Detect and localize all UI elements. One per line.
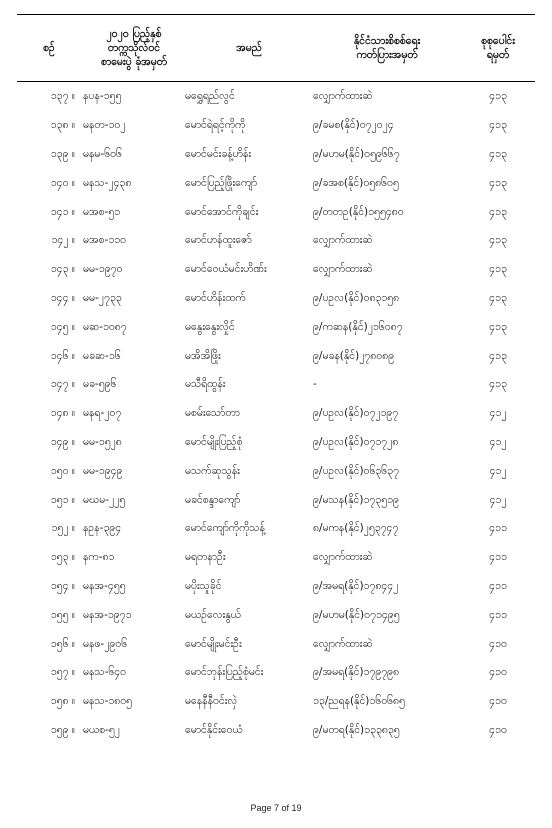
roll-number: မနဖ-၂၉၀၆: [83, 637, 128, 650]
header-total-points: [461, 15, 535, 82]
header-nrc-line: နိုင်ငံသားစိစစ်ရေး: [353, 35, 421, 47]
nrc-number: ၈/မကန(နိုင်)၂၅၃၇၄၇: [313, 522, 399, 535]
total-points: ၄၁၃: [489, 119, 507, 132]
total-points: ၄၁၁: [489, 551, 507, 564]
row-number: ၁၅၆ ။: [50, 637, 75, 650]
roll-number: မခ-၅၉၆: [83, 378, 117, 391]
roll-number: မနရ-၂၀၇: [83, 407, 122, 420]
student-name: မရွှေရည်လွင်: [185, 90, 235, 103]
total-points: ၄၁၀: [489, 637, 507, 650]
student-name: မသက်ဆုသွန်း: [185, 464, 240, 477]
header-roll-line: တက္ကသိုလ်ဝင်: [107, 42, 161, 54]
nrc-number: ၁၃/ညရန(နိုင်)၁၆၀၆၈၅: [313, 695, 405, 708]
student-name: မစမ်းသော်တာ: [185, 407, 240, 420]
table-row: [17, 140, 535, 169]
table-row: [17, 629, 535, 658]
table-row: [17, 428, 535, 457]
row-number: ၁၄၄ ။: [50, 291, 75, 304]
results-table: [17, 14, 535, 744]
roll-number: နက-၈၁: [83, 551, 115, 564]
student-name: မနေနီနီဝင်းလှဲ: [185, 695, 238, 708]
student-name: မောင်ကျော်ကိုကိုသန့်: [185, 522, 265, 535]
table-row: [17, 658, 535, 687]
nrc-number: ၉/ပဥလ(နိုင်)၀၇၁၇၂၈: [313, 435, 399, 448]
nrc-number: ၉/ပဥလ(နိုင်)၀၇၂၁၉၇: [313, 407, 399, 420]
table-row: [17, 716, 535, 745]
row-number: ၁၄၈ ။: [50, 407, 75, 420]
total-points: ၄၁၃: [489, 378, 507, 391]
table-row: [17, 284, 535, 313]
nrc-number: ၉/ပဥလ(နိုင်)၀၆၃၆၃၇: [313, 464, 399, 477]
row-number: ၁၄၁ ။: [50, 205, 75, 218]
table-row: [17, 226, 535, 255]
total-points: ၄၁၃: [489, 90, 507, 103]
total-points: ၄၁၃: [489, 349, 507, 362]
nrc-number: -: [313, 378, 317, 391]
header-points-line: စုစုပေါင်း: [481, 35, 515, 47]
row-number: ၁၅၈ ။: [50, 695, 75, 708]
student-name: မောင်ဟန်ထူးဇော်: [185, 234, 252, 247]
total-points: ၄၁၁: [489, 579, 507, 592]
student-name: မောင်ဟိန်းထက်: [185, 291, 246, 304]
row-number: ၁၅၀ ။: [50, 464, 75, 477]
header-no: စဉ်: [17, 15, 81, 82]
table-row: [17, 312, 535, 341]
row-number: ၁၅၂ ။: [51, 522, 75, 535]
student-name: မအိအိဖြိုး: [185, 349, 221, 362]
roll-number: မဆ-၁၀၈၇: [83, 320, 127, 333]
header-nrc-line: ကတ်ပြားအမှတ်: [356, 49, 418, 61]
nrc-number: ၉/မသန(နိုင်)၁၇၃၅၁၉: [313, 493, 399, 506]
nrc-number: လျှောက်ထားဆဲ: [313, 234, 373, 247]
table-row: [17, 600, 535, 629]
row-number: ၁၄၀ ။: [50, 176, 75, 189]
student-name: မောင်မျိုးပြည့်စုံ: [185, 435, 243, 448]
nrc-number: ၉/မဟမ(နိုင်)၀၇၁၄၉၅: [313, 608, 400, 621]
roll-number: မမ-၁၉၇၀: [83, 263, 123, 276]
roll-number: မမ-၁၅၂၈: [83, 435, 122, 448]
student-name: မခင်စန္ဒာကျော်: [185, 493, 241, 506]
roll-number: မနသ-၁၈၀၅: [83, 695, 133, 708]
nrc-number: ၉/မတရ(နိုင်)၁၃၃၈၃၅: [313, 723, 400, 736]
total-points: ၄၁၂: [489, 435, 507, 448]
nrc-number: လျှောက်ထားဆဲ: [313, 90, 373, 103]
roll-number: နပန-၁၅၅: [83, 90, 122, 103]
row-number: ၁၅၄ ။: [50, 579, 75, 592]
table-row: [17, 341, 535, 370]
row-number: ၁၃၉ ။: [50, 147, 75, 160]
roll-number: မမ-၂၇၃၃: [83, 291, 122, 304]
nrc-number: လျှောက်ထားဆဲ: [313, 263, 373, 276]
table-row: [17, 514, 535, 543]
nrc-number: ၉/ပဥလ(နိုင်)၀၈၃၁၅၈: [313, 291, 400, 304]
page-number: Page 7 of 19: [250, 803, 302, 813]
header-nrc: [313, 15, 461, 82]
student-name: မောင်အောင်ကိုချင်း: [185, 205, 259, 218]
table-row: [17, 82, 535, 111]
table-row: [17, 168, 535, 197]
row-number: ၁၅၁ ။: [50, 493, 75, 506]
row-number: ၁၄၃ ။: [50, 263, 75, 276]
nrc-number: ၉/ခအစ(နိုင်)၀၅၈၆၀၅: [313, 176, 399, 189]
roll-number: မခဆ-၁၆: [83, 349, 121, 362]
student-name: မောင်ဘုန်းပြည့်စုံမင်း: [185, 666, 264, 679]
nrc-number: ၉/ခမစ(နိုင်)၀၇၂၀၂၄: [313, 119, 394, 132]
table-body: [17, 82, 535, 745]
table-row: [17, 687, 535, 716]
roll-number: မအစ-၁၁၀: [83, 234, 127, 247]
nrc-number: လျှောက်ထားဆဲ: [313, 551, 373, 564]
roll-number: မနအ-၁၉၇၁: [83, 608, 132, 621]
table-row: [17, 456, 535, 485]
row-number: ၁၄၅ ။: [50, 320, 75, 333]
total-points: ၄၁၂: [489, 464, 507, 477]
row-number: ၁၄၇ ။: [50, 378, 75, 391]
table-row: [17, 399, 535, 428]
row-number: ၁၅၉ ။: [50, 723, 75, 736]
total-points: ၄၁၂: [489, 407, 507, 420]
student-name: မောင်မျိုးမင်းဦး: [185, 637, 242, 650]
roll-number: မနမ-၆၀၆: [83, 147, 122, 160]
table-row: [17, 255, 535, 284]
nrc-number: ၉/အမရ(နိုင်)၁၇၈၄၄၂: [313, 579, 399, 592]
total-points: ၄၁၃: [489, 205, 507, 218]
student-name: မောင်နိုင်းဝေယံ: [185, 723, 243, 736]
total-points: ၄၁၃: [489, 291, 507, 304]
total-points: ၄၁၂: [489, 493, 507, 506]
roll-number: မနအ-၄၅၅: [83, 579, 126, 592]
student-name: မောင်မင်းခန့်ဟိန်း: [185, 147, 252, 160]
table-row: [17, 543, 535, 572]
roll-number: မနသ-၆၄၀: [83, 666, 127, 679]
roll-number: မယစ-၅၂: [83, 723, 120, 736]
nrc-number: ၉/ကဆန(နိုင်)၂၁၆၀၈၇: [313, 320, 403, 333]
row-number: ၁၄၂ ။: [51, 234, 75, 247]
table-row: [17, 111, 535, 140]
student-name: မောင်ပြည့်ဖြိုးကျော်: [185, 176, 258, 189]
table-row: [17, 572, 535, 601]
total-points: ၄၁၁: [489, 608, 507, 621]
row-number: ၁၄၉ ။: [50, 435, 75, 448]
header-roll-line: ၂၀၂၀ ပြည့်နှစ်: [106, 28, 162, 40]
roll-number: မဃမ-၂၂၅: [83, 493, 126, 506]
roll-number: နဥန-၃၉၄: [83, 522, 122, 535]
nrc-number: ၉/အမရ(နိုင်)၁၇၉၇၉၈: [313, 666, 400, 679]
student-name: မပိုးသူခိုင်: [185, 579, 222, 592]
student-name: မောင်ဝေယံမင်းဟိဏ်း: [185, 263, 267, 276]
student-name: မသီရိထွန်း: [185, 378, 226, 391]
nrc-number: ၉/မဟမ(နိုင်)၀၅၉၆၆၇: [313, 147, 400, 160]
total-points: ၄၁၃: [489, 320, 507, 333]
row-number: ၁၅၅ ။: [50, 608, 75, 621]
row-number: ၁၃၇ ။: [50, 90, 75, 103]
total-points: ၄၁၃: [489, 176, 507, 189]
total-points: ၄၁၀: [489, 695, 507, 708]
total-points: ၄၁၁: [489, 522, 507, 535]
total-points: ၄၁၀: [489, 723, 507, 736]
student-name: မရတနာဦး: [185, 551, 226, 564]
student-name: မောင်ရဲရင့်ကိုကို: [185, 119, 246, 132]
row-number: ၁၅၇ ။: [50, 666, 75, 679]
roll-number: မနတ-၁၀၂: [83, 119, 126, 132]
roll-number: မနသ-၂၄၃၈: [83, 176, 132, 189]
nrc-number: လျှောက်ထားဆဲ: [313, 637, 373, 650]
header-roll-number: [81, 15, 185, 82]
roll-number: မမ-၁၉၄၉: [83, 464, 123, 477]
nrc-number: ၉/မခန(နိုင်)၂၇၈၀၈၉: [313, 349, 395, 362]
header-roll-line: စာမေးပွဲ ခုံအမှတ်: [101, 56, 167, 68]
header-points-line: ရမှတ်: [486, 49, 510, 61]
total-points: ၄၁၃: [489, 234, 507, 247]
row-number: ၁၃၈ ။: [50, 119, 75, 132]
header-name: အမည်: [185, 15, 313, 82]
table-row: [17, 197, 535, 226]
row-number: ၁၅၃ ။: [50, 551, 75, 564]
total-points: ၄၁၃: [489, 263, 507, 276]
row-number: ၁၄၆ ။: [50, 349, 75, 362]
total-points: ၄၁၀: [489, 666, 507, 679]
student-name: မယဉ်လေးနွယ်: [185, 608, 241, 621]
roll-number: မအစ-၅၁: [83, 205, 121, 218]
table-row: [17, 485, 535, 514]
total-points: ၄၁၃: [489, 147, 507, 160]
student-name: မနွေးနွေးလှိုင်: [185, 320, 235, 333]
nrc-number: ၉/တတဥ(နိုင်)၁၅၅၄၈၀: [313, 205, 404, 218]
table-row: [17, 370, 535, 399]
table-header-row: [17, 15, 535, 82]
